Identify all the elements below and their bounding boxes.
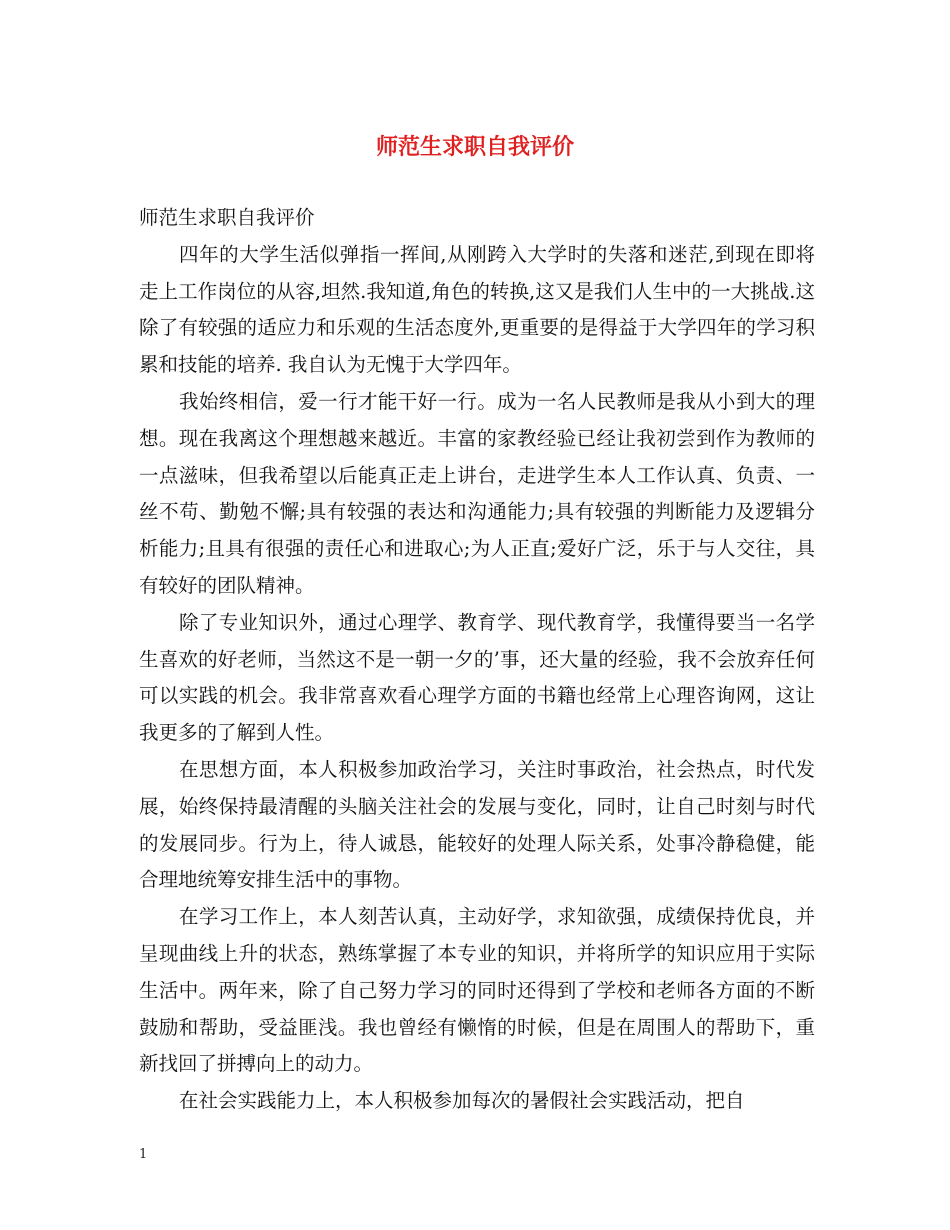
paragraph-2: 我始终相信，爱一行才能干好一行。成为一名人民教师是我从小到大的理想。现在我离这个理想越来越近。丰富的家教经验已经让我初尝到作为教师的一点滋味，但我希望以后能真正走上讲台，走进学生本人工作认真、负责、一丝不苟、勤勉不懈;具有较强的表达和沟通能力;具有较强的判断能力及逻辑分析能力;且具有很强的责任心和进取心;为人正直;爱好广泛，乐于与人交往，具有较好的团队精神。 bbox=[139, 389, 815, 597]
paragraph-5: 在学习工作上，本人刻苦认真，主动好学，求知欲强，成绩保持优良，并呈现曲线上升的状态，熟练掌握了本专业的知识，并将所学的知识应用于实际生活中。两年来，除了自己努力学习的同时还得到了学校和老师各方面的不断鼓励和帮助，受益匪浅。我也曾经有懒惰的时候，但是在周围人的帮助下，重新找回了拼搏向上的动力。 bbox=[139, 905, 815, 1076]
paragraph-6: 在社会实践能力上，本人积极参加每次的暑假社会实践活动，把自 bbox=[178, 1089, 745, 1113]
paragraph-1: 四年的大学生活似弹指一挥间,从刚跨入大学时的失落和迷茫,到现在即将走上工作岗位的从容,坦然.我知道,角色的转换,这又是我们人生中的一大挑战.这除了有较强的适应力和乐观的生活态度外,更重要的是得益于大学四年的学习积累和技能的培养. 我自认为无愧于大学四年。 bbox=[139, 242, 815, 377]
paragraph-4: 在思想方面，本人积极参加政治学习，关注时事政治，社会热点，时代发展，始终保持最清醒的头脑关注社会的发展与变化，同时，让自己时刻与时代的发展同步。行为上，待人诚恳，能较好的处理人际关系，处事冷静稳健，能合理地统筹安排生活中的事物。 bbox=[139, 757, 815, 892]
document-subtitle: 师范生求职自我评价 bbox=[139, 206, 315, 229]
page-number: 1 bbox=[139, 1147, 148, 1162]
document-title: 师范生求职自我评价 bbox=[375, 134, 574, 160]
document-body bbox=[139, 200, 815, 1120]
paragraph-3: 除了专业知识外，通过心理学、教育学、现代教育学，我懂得要当一名学生喜欢的好老师，当然这不是一朝一夕的’事，还大量的经验，我不会放弃任何可以实践的机会。我非常喜欢看心理学方面的书籍也经常上心理咨询网，这让我更多的了解到人性。 bbox=[139, 610, 815, 745]
